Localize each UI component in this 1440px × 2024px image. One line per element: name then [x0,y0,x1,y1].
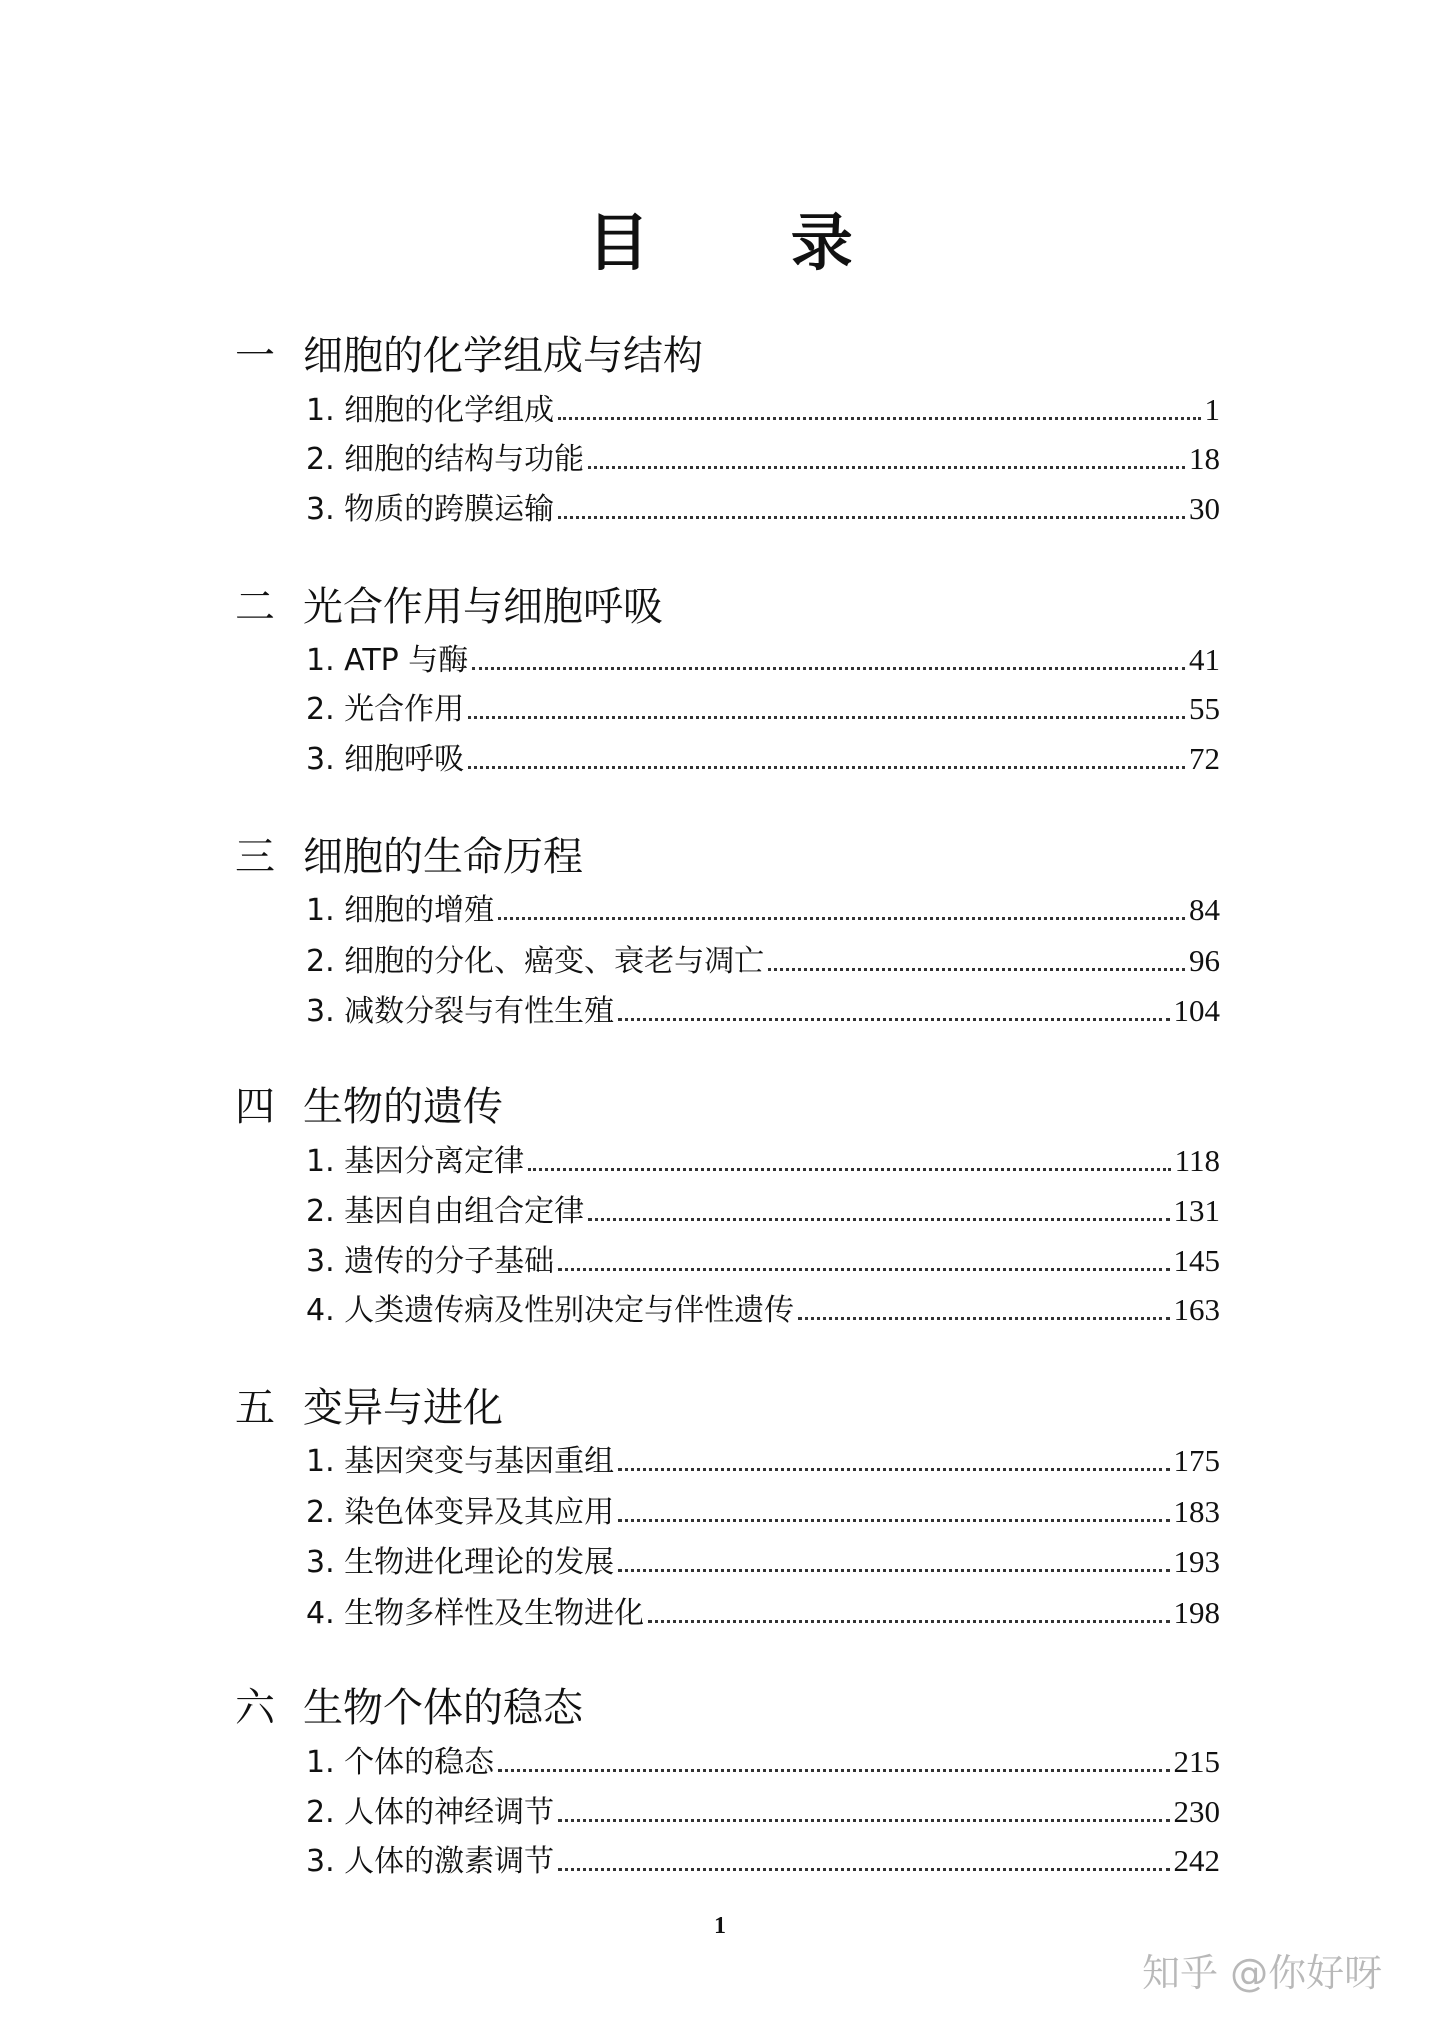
entry-label: 1. 基因突变与基因重组 [306,1444,615,1479]
dot-leader [618,1518,1169,1522]
dot-leader [558,1267,1169,1271]
dot-leader [498,1768,1169,1772]
toc-entry [306,1191,1220,1231]
entry-label: 1. 基因分离定律 [306,1144,525,1179]
entry-label: 2. 细胞的分化、癌变、衰老与凋亡 [306,944,765,979]
toc-entry [306,1492,1220,1532]
entry-page-number: 215 [1173,1744,1220,1779]
dot-leader [618,1568,1169,1572]
entry-page-number: 30 [1189,491,1220,526]
dot-leader [768,967,1185,971]
dot-leader [468,715,1185,719]
entry-page-number: 1 [1204,392,1220,427]
entry-label: 4. 生物多样性及生物进化 [306,1596,645,1631]
dot-leader [558,1867,1169,1871]
entry-label: 2. 细胞的结构与功能 [306,442,585,477]
section-title: 生物的遗传 [303,1084,503,1130]
entry-page-number: 193 [1173,1544,1220,1579]
toc-entry [306,1542,1220,1582]
toc-entry [306,1742,1220,1782]
section-number: 一 [235,333,275,379]
dot-leader [618,1017,1169,1021]
dot-leader [798,1316,1169,1320]
section-heading [235,1384,503,1432]
entry-label: 1. 细胞的增殖 [306,893,495,928]
toc-entry [306,739,1220,779]
entry-page-number: 183 [1173,1494,1220,1529]
toc-entry [306,489,1220,529]
entry-label: 3. 生物进化理论的发展 [306,1545,615,1580]
toc-entry [306,390,1220,430]
dot-leader [498,916,1185,920]
toc-entry [306,1290,1220,1330]
toc-entry [306,689,1220,729]
entry-page-number: 145 [1173,1243,1220,1278]
dot-leader [558,1818,1169,1822]
entry-page-number: 175 [1173,1443,1220,1478]
section-heading [235,833,583,881]
toc-entry [306,1241,1220,1281]
toc-entry [306,1792,1220,1832]
entry-page-number: 198 [1173,1595,1220,1630]
dot-leader [618,1467,1169,1471]
toc-entry [306,1141,1220,1181]
section-title: 生物个体的稳态 [303,1685,583,1731]
dot-leader [528,1167,1170,1171]
section-title: 细胞的生命历程 [303,834,583,880]
entry-page-number: 104 [1173,993,1220,1028]
toc-entry [306,890,1220,930]
entry-label: 1. 个体的稳态 [306,1745,495,1780]
section-title: 变异与进化 [303,1385,503,1431]
entry-label: 4. 人类遗传病及性别决定与伴性遗传 [306,1293,795,1328]
entry-label: 3. 细胞呼吸 [306,742,465,777]
section-heading [235,1083,503,1131]
section-title: 光合作用与细胞呼吸 [303,584,663,630]
entry-label: 3. 遗传的分子基础 [306,1244,555,1279]
entry-page-number: 242 [1173,1843,1220,1878]
entry-label: 2. 基因自由组合定律 [306,1194,585,1229]
entry-label: 2. 人体的神经调节 [306,1795,555,1830]
entry-label: 3. 减数分裂与有性生殖 [306,994,615,1029]
entry-page-number: 118 [1174,1143,1220,1178]
dot-leader [558,416,1200,420]
entry-label: 1. ATP 与酶 [306,643,469,678]
section-title: 细胞的化学组成与结构 [303,333,703,379]
toc-entry [306,640,1220,680]
toc-entry [306,1441,1220,1481]
page-number: 1 [714,1913,726,1939]
toc-entry [306,1841,1220,1881]
entry-page-number: 163 [1173,1292,1220,1327]
dot-leader [468,765,1185,769]
dot-leader [588,1217,1169,1221]
section-heading [235,1684,583,1732]
entry-page-number: 230 [1173,1794,1220,1829]
dot-leader [588,465,1185,469]
entry-label: 2. 染色体变异及其应用 [306,1495,615,1530]
page-title: 目 录 [587,206,913,279]
section-number: 六 [235,1685,275,1731]
toc-entry [306,439,1220,479]
toc-entry [306,991,1220,1031]
entry-label: 2. 光合作用 [306,692,465,727]
section-heading [235,332,703,380]
entry-label: 3. 物质的跨膜运输 [306,492,555,527]
section-number: 五 [235,1385,275,1431]
section-number: 三 [235,834,275,880]
watermark: 知乎 @你好呀 [1142,1951,1383,1995]
entry-page-number: 131 [1173,1193,1220,1228]
entry-label: 1. 细胞的化学组成 [306,393,555,428]
toc-entry [306,941,1220,981]
entry-page-number: 72 [1189,741,1220,776]
entry-page-number: 41 [1189,642,1220,677]
entry-page-number: 18 [1189,441,1220,476]
toc-entry [306,1593,1220,1633]
dot-leader [558,515,1185,519]
section-number: 二 [235,584,275,630]
section-number: 四 [235,1084,275,1130]
entry-page-number: 55 [1189,691,1220,726]
entry-page-number: 84 [1189,892,1220,927]
dot-leader [648,1619,1169,1623]
dot-leader [472,666,1185,670]
entry-page-number: 96 [1189,943,1220,978]
section-heading [235,583,663,631]
entry-label: 3. 人体的激素调节 [306,1844,555,1879]
